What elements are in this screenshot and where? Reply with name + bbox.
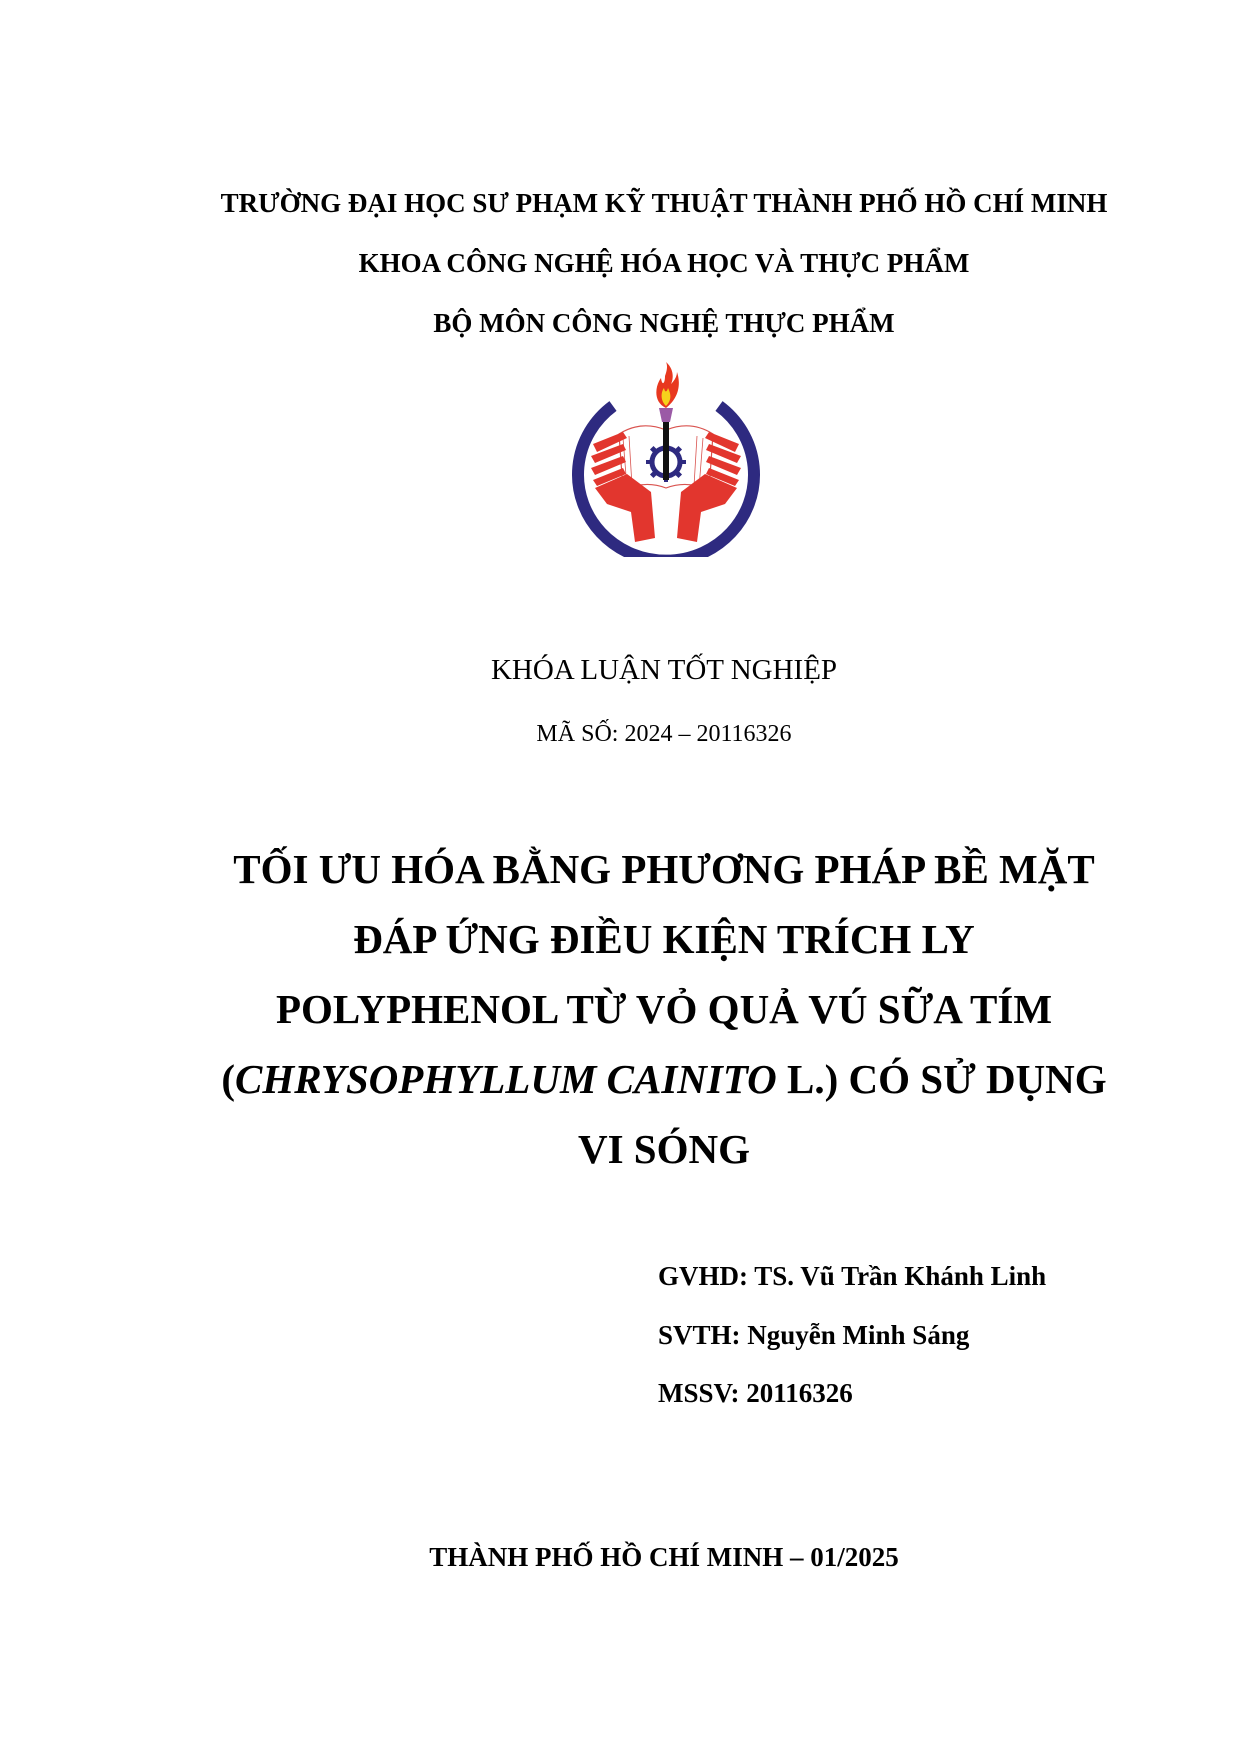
student-info: SVTH: Nguyễn Minh Sáng xyxy=(658,1320,970,1350)
place-date: THÀNH PHỐ HỒ CHÍ MINH – 01/2025 xyxy=(429,1542,899,1572)
document-code: MÃ SỐ: 2024 – 20116326 xyxy=(536,721,792,747)
title-line-3: POLYPHENOL TỪ VỎ QUẢ VÚ SỮA TÍM xyxy=(275,986,1053,1032)
supervisor-info: GVHD: TS. Vũ Trần Khánh Linh xyxy=(658,1261,1047,1291)
title-line-2: ĐÁP ỨNG ĐIỀU KIỆN TRÍCH LY xyxy=(353,916,975,962)
university-name: TRƯỜNG ĐẠI HỌC SƯ PHẠM KỸ THUẬT THÀNH PHỐ HỒ CHÍ MINH xyxy=(220,188,1108,218)
department-name: BỘ MÔN CÔNG NGHỆ THỰC PHẨM xyxy=(433,308,895,338)
title-paren-open: ( xyxy=(221,1056,235,1102)
faculty-name: KHOA CÔNG NGHỆ HÓA HỌC VÀ THỰC PHẨM xyxy=(358,248,970,278)
title-species-name: CHRYSOPHYLLUM CAINITO xyxy=(234,1056,777,1102)
title-line-4-rest: L.) CÓ SỬ DỤNG xyxy=(776,1056,1107,1102)
student-id-info: MSSV: 20116326 xyxy=(658,1378,853,1408)
title-line-4 xyxy=(210,1056,1118,1102)
document-type: KHÓA LUẬN TỐT NGHIỆP xyxy=(490,654,838,686)
title-line-1: TỐI ƯU HÓA BẰNG PHƯƠNG PHÁP BỀ MẶT xyxy=(233,846,1095,892)
university-logo-icon xyxy=(571,362,761,557)
title-line-5: VI SÓNG xyxy=(577,1126,750,1172)
